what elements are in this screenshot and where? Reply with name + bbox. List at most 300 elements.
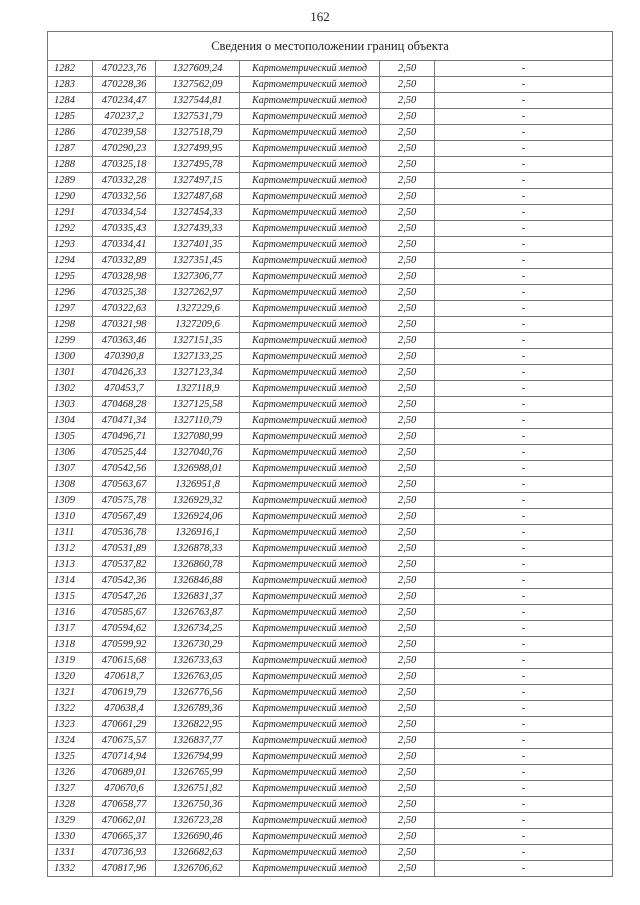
description-cell: - [435,269,613,285]
method-cell: Картометрический метод [240,125,380,141]
description-cell: - [435,429,613,445]
x-coordinate-cell: 470661,29 [93,717,156,733]
method-cell: Картометрический метод [240,733,380,749]
description-cell: - [435,861,613,877]
method-cell: Картометрический метод [240,269,380,285]
description-cell: - [435,845,613,861]
x-coordinate-cell: 470536,78 [93,525,156,541]
table-row [48,141,613,157]
accuracy-cell: 2,50 [380,221,435,237]
point-number-cell: 1322 [48,701,93,717]
x-coordinate-cell: 470453,7 [93,381,156,397]
table-row [48,381,613,397]
method-cell: Картометрический метод [240,637,380,653]
table-row [48,477,613,493]
point-number-cell: 1288 [48,157,93,173]
y-coordinate-cell: 1327040,76 [156,445,240,461]
y-coordinate-cell: 1326794,99 [156,749,240,765]
accuracy-cell: 2,50 [380,237,435,253]
point-number-cell: 1321 [48,685,93,701]
x-coordinate-cell: 470658,77 [93,797,156,813]
method-cell: Картометрический метод [240,157,380,173]
point-number-cell: 1317 [48,621,93,637]
x-coordinate-cell: 470328,98 [93,269,156,285]
description-cell: - [435,77,613,93]
method-cell: Картометрический метод [240,813,380,829]
table-row [48,621,613,637]
description-cell: - [435,733,613,749]
x-coordinate-cell: 470563,67 [93,477,156,493]
method-cell: Картометрический метод [240,861,380,877]
accuracy-cell: 2,50 [380,333,435,349]
x-coordinate-cell: 470471,34 [93,413,156,429]
x-coordinate-cell: 470599,92 [93,637,156,653]
point-number-cell: 1305 [48,429,93,445]
table-row [48,781,613,797]
method-cell: Картометрический метод [240,93,380,109]
y-coordinate-cell: 1327262,97 [156,285,240,301]
y-coordinate-cell: 1327531,79 [156,109,240,125]
description-cell: - [435,461,613,477]
x-coordinate-cell: 470496,71 [93,429,156,445]
point-number-cell: 1285 [48,109,93,125]
table-row [48,125,613,141]
table-row [48,605,613,621]
table-row [48,765,613,781]
x-coordinate-cell: 470736,93 [93,845,156,861]
table-row [48,413,613,429]
table-row [48,829,613,845]
accuracy-cell: 2,50 [380,493,435,509]
method-cell: Картометрический метод [240,509,380,525]
y-coordinate-cell: 1326822,95 [156,717,240,733]
y-coordinate-cell: 1326860,78 [156,557,240,573]
x-coordinate-cell: 470228,36 [93,77,156,93]
y-coordinate-cell: 1327125,58 [156,397,240,413]
description-cell: - [435,525,613,541]
accuracy-cell: 2,50 [380,109,435,125]
point-number-cell: 1323 [48,717,93,733]
table-row [48,845,613,861]
x-coordinate-cell: 470332,56 [93,189,156,205]
x-coordinate-cell: 470290,23 [93,141,156,157]
point-number-cell: 1300 [48,349,93,365]
method-cell: Картометрический метод [240,397,380,413]
method-cell: Картометрический метод [240,605,380,621]
y-coordinate-cell: 1326690,46 [156,829,240,845]
x-coordinate-cell: 470537,82 [93,557,156,573]
method-cell: Картометрический метод [240,317,380,333]
table-row [48,429,613,445]
point-number-cell: 1290 [48,189,93,205]
point-number-cell: 1320 [48,669,93,685]
x-coordinate-cell: 470618,7 [93,669,156,685]
point-number-cell: 1330 [48,829,93,845]
point-number-cell: 1302 [48,381,93,397]
x-coordinate-cell: 470594,62 [93,621,156,637]
table-row [48,557,613,573]
description-cell: - [435,797,613,813]
description-cell: - [435,157,613,173]
x-coordinate-cell: 470662,01 [93,813,156,829]
table-row [48,749,613,765]
y-coordinate-cell: 1326763,05 [156,669,240,685]
y-coordinate-cell: 1327518,79 [156,125,240,141]
y-coordinate-cell: 1327454,33 [156,205,240,221]
x-coordinate-cell: 470575,78 [93,493,156,509]
method-cell: Картометрический метод [240,573,380,589]
description-cell: - [435,637,613,653]
table-row [48,173,613,189]
accuracy-cell: 2,50 [380,589,435,605]
y-coordinate-cell: 1326730,29 [156,637,240,653]
table-row [48,301,613,317]
table-row [48,669,613,685]
method-cell: Картометрический метод [240,589,380,605]
description-cell: - [435,445,613,461]
table-row [48,589,613,605]
y-coordinate-cell: 1326751,82 [156,781,240,797]
x-coordinate-cell: 470619,79 [93,685,156,701]
method-cell: Картометрический метод [240,141,380,157]
method-cell: Картометрический метод [240,221,380,237]
y-coordinate-cell: 1327306,77 [156,269,240,285]
description-cell: - [435,509,613,525]
y-coordinate-cell: 1326831,37 [156,589,240,605]
accuracy-cell: 2,50 [380,141,435,157]
accuracy-cell: 2,50 [380,669,435,685]
table-row [48,237,613,253]
description-cell: - [435,653,613,669]
accuracy-cell: 2,50 [380,685,435,701]
y-coordinate-cell: 1326837,77 [156,733,240,749]
x-coordinate-cell: 470615,68 [93,653,156,669]
accuracy-cell: 2,50 [380,605,435,621]
accuracy-cell: 2,50 [380,781,435,797]
table-row [48,653,613,669]
point-number-cell: 1293 [48,237,93,253]
boundary-coordinates-table [47,31,613,877]
page-number: 162 [310,9,330,24]
point-number-cell: 1301 [48,365,93,381]
point-number-cell: 1296 [48,285,93,301]
accuracy-cell: 2,50 [380,349,435,365]
table-row [48,461,613,477]
table-row [48,685,613,701]
x-coordinate-cell: 470332,89 [93,253,156,269]
description-cell: - [435,381,613,397]
method-cell: Картометрический метод [240,333,380,349]
y-coordinate-cell: 1327439,33 [156,221,240,237]
method-cell: Картометрический метод [240,445,380,461]
table-row [48,189,613,205]
table-row [48,285,613,301]
x-coordinate-cell: 470468,28 [93,397,156,413]
description-cell: - [435,317,613,333]
method-cell: Картометрический метод [240,717,380,733]
accuracy-cell: 2,50 [380,765,435,781]
method-cell: Картометрический метод [240,237,380,253]
description-cell: - [435,781,613,797]
y-coordinate-cell: 1327401,35 [156,237,240,253]
table-row [48,637,613,653]
point-number-cell: 1294 [48,253,93,269]
y-coordinate-cell: 1327229,6 [156,301,240,317]
table-row [48,397,613,413]
accuracy-cell: 2,50 [380,637,435,653]
accuracy-cell: 2,50 [380,381,435,397]
description-cell: - [435,829,613,845]
method-cell: Картометрический метод [240,493,380,509]
method-cell: Картометрический метод [240,557,380,573]
table-row [48,221,613,237]
table-row [48,109,613,125]
description-cell: - [435,477,613,493]
x-coordinate-cell: 470390,8 [93,349,156,365]
description-cell: - [435,813,613,829]
point-number-cell: 1332 [48,861,93,877]
point-number-cell: 1309 [48,493,93,509]
description-cell: - [435,61,613,77]
point-number-cell: 1325 [48,749,93,765]
accuracy-cell: 2,50 [380,413,435,429]
y-coordinate-cell: 1326734,25 [156,621,240,637]
y-coordinate-cell: 1326706,62 [156,861,240,877]
y-coordinate-cell: 1326682,63 [156,845,240,861]
point-number-cell: 1312 [48,541,93,557]
y-coordinate-cell: 1326750,36 [156,797,240,813]
description-cell: - [435,301,613,317]
y-coordinate-cell: 1326878,33 [156,541,240,557]
x-coordinate-cell: 470335,43 [93,221,156,237]
table-row [48,493,613,509]
point-number-cell: 1283 [48,77,93,93]
method-cell: Картометрический метод [240,621,380,637]
point-number-cell: 1291 [48,205,93,221]
description-cell: - [435,205,613,221]
description-cell: - [435,749,613,765]
y-coordinate-cell: 1327544,81 [156,93,240,109]
description-cell: - [435,253,613,269]
description-cell: - [435,221,613,237]
description-cell: - [435,173,613,189]
point-number-cell: 1318 [48,637,93,653]
point-number-cell: 1282 [48,61,93,77]
method-cell: Картометрический метод [240,381,380,397]
accuracy-cell: 2,50 [380,861,435,877]
point-number-cell: 1299 [48,333,93,349]
accuracy-cell: 2,50 [380,205,435,221]
method-cell: Картометрический метод [240,653,380,669]
accuracy-cell: 2,50 [380,77,435,93]
accuracy-cell: 2,50 [380,621,435,637]
point-number-cell: 1331 [48,845,93,861]
y-coordinate-cell: 1327110,79 [156,413,240,429]
accuracy-cell: 2,50 [380,541,435,557]
accuracy-cell: 2,50 [380,173,435,189]
method-cell: Картометрический метод [240,349,380,365]
y-coordinate-cell: 1327499,95 [156,141,240,157]
description-cell: - [435,397,613,413]
method-cell: Картометрический метод [240,365,380,381]
table-row [48,317,613,333]
table-row [48,269,613,285]
description-cell: - [435,493,613,509]
y-coordinate-cell: 1327609,24 [156,61,240,77]
y-coordinate-cell: 1327351,45 [156,253,240,269]
x-coordinate-cell: 470334,54 [93,205,156,221]
y-coordinate-cell: 1327495,78 [156,157,240,173]
y-coordinate-cell: 1327209,6 [156,317,240,333]
point-number-cell: 1328 [48,797,93,813]
method-cell: Картометрический метод [240,253,380,269]
accuracy-cell: 2,50 [380,317,435,333]
description-cell: - [435,557,613,573]
table-title: Сведения о местоположении границ объекта [48,32,613,61]
table-row [48,813,613,829]
table-row [48,333,613,349]
method-cell: Картометрический метод [240,205,380,221]
accuracy-cell: 2,50 [380,93,435,109]
table-row [48,77,613,93]
description-cell: - [435,413,613,429]
point-number-cell: 1327 [48,781,93,797]
point-number-cell: 1284 [48,93,93,109]
point-number-cell: 1287 [48,141,93,157]
point-number-cell: 1304 [48,413,93,429]
x-coordinate-cell: 470234,47 [93,93,156,109]
accuracy-cell: 2,50 [380,269,435,285]
y-coordinate-cell: 1327118,9 [156,381,240,397]
x-coordinate-cell: 470547,26 [93,589,156,605]
x-coordinate-cell: 470363,46 [93,333,156,349]
description-cell: - [435,365,613,381]
method-cell: Картометрический метод [240,845,380,861]
x-coordinate-cell: 470322,63 [93,301,156,317]
description-cell: - [435,349,613,365]
accuracy-cell: 2,50 [380,285,435,301]
point-number-cell: 1319 [48,653,93,669]
method-cell: Картометрический метод [240,77,380,93]
table-row [48,733,613,749]
accuracy-cell: 2,50 [380,61,435,77]
x-coordinate-cell: 470426,33 [93,365,156,381]
description-cell: - [435,237,613,253]
point-number-cell: 1297 [48,301,93,317]
method-cell: Картометрический метод [240,749,380,765]
description-cell: - [435,109,613,125]
x-coordinate-cell: 470321,98 [93,317,156,333]
point-number-cell: 1329 [48,813,93,829]
accuracy-cell: 2,50 [380,429,435,445]
description-cell: - [435,189,613,205]
accuracy-cell: 2,50 [380,189,435,205]
accuracy-cell: 2,50 [380,701,435,717]
x-coordinate-cell: 470585,67 [93,605,156,621]
method-cell: Картометрический метод [240,477,380,493]
accuracy-cell: 2,50 [380,845,435,861]
accuracy-cell: 2,50 [380,653,435,669]
accuracy-cell: 2,50 [380,477,435,493]
y-coordinate-cell: 1327487,68 [156,189,240,205]
table-row [48,253,613,269]
point-number-cell: 1326 [48,765,93,781]
description-cell: - [435,605,613,621]
table-row [48,541,613,557]
table-row [48,349,613,365]
accuracy-cell: 2,50 [380,509,435,525]
accuracy-cell: 2,50 [380,557,435,573]
y-coordinate-cell: 1326763,87 [156,605,240,621]
y-coordinate-cell: 1327151,35 [156,333,240,349]
point-number-cell: 1286 [48,125,93,141]
y-coordinate-cell: 1326776,56 [156,685,240,701]
x-coordinate-cell: 470714,94 [93,749,156,765]
x-coordinate-cell: 470670,6 [93,781,156,797]
x-coordinate-cell: 470817,96 [93,861,156,877]
description-cell: - [435,573,613,589]
accuracy-cell: 2,50 [380,797,435,813]
point-number-cell: 1303 [48,397,93,413]
point-number-cell: 1307 [48,461,93,477]
method-cell: Картометрический метод [240,525,380,541]
x-coordinate-cell: 470525,44 [93,445,156,461]
accuracy-cell: 2,50 [380,573,435,589]
method-cell: Картометрический метод [240,109,380,125]
description-cell: - [435,621,613,637]
description-cell: - [435,717,613,733]
method-cell: Картометрический метод [240,685,380,701]
y-coordinate-cell: 1326789,36 [156,701,240,717]
x-coordinate-cell: 470325,18 [93,157,156,173]
description-cell: - [435,333,613,349]
accuracy-cell: 2,50 [380,717,435,733]
description-cell: - [435,589,613,605]
table-row [48,717,613,733]
table-row [48,157,613,173]
accuracy-cell: 2,50 [380,253,435,269]
y-coordinate-cell: 1326765,99 [156,765,240,781]
y-coordinate-cell: 1326733,63 [156,653,240,669]
table-row [48,205,613,221]
x-coordinate-cell: 470325,38 [93,285,156,301]
x-coordinate-cell: 470237,2 [93,109,156,125]
y-coordinate-cell: 1327123,34 [156,365,240,381]
point-number-cell: 1289 [48,173,93,189]
method-cell: Картометрический метод [240,797,380,813]
description-cell: - [435,285,613,301]
description-cell: - [435,125,613,141]
point-number-cell: 1298 [48,317,93,333]
y-coordinate-cell: 1326988,01 [156,461,240,477]
accuracy-cell: 2,50 [380,733,435,749]
y-coordinate-cell: 1326929,32 [156,493,240,509]
table-row [48,573,613,589]
accuracy-cell: 2,50 [380,397,435,413]
method-cell: Картометрический метод [240,765,380,781]
method-cell: Картометрический метод [240,61,380,77]
x-coordinate-cell: 470334,41 [93,237,156,253]
method-cell: Картометрический метод [240,669,380,685]
method-cell: Картометрический метод [240,429,380,445]
description-cell: - [435,141,613,157]
x-coordinate-cell: 470638,4 [93,701,156,717]
description-cell: - [435,765,613,781]
method-cell: Картометрический метод [240,413,380,429]
point-number-cell: 1310 [48,509,93,525]
accuracy-cell: 2,50 [380,461,435,477]
method-cell: Картометрический метод [240,541,380,557]
